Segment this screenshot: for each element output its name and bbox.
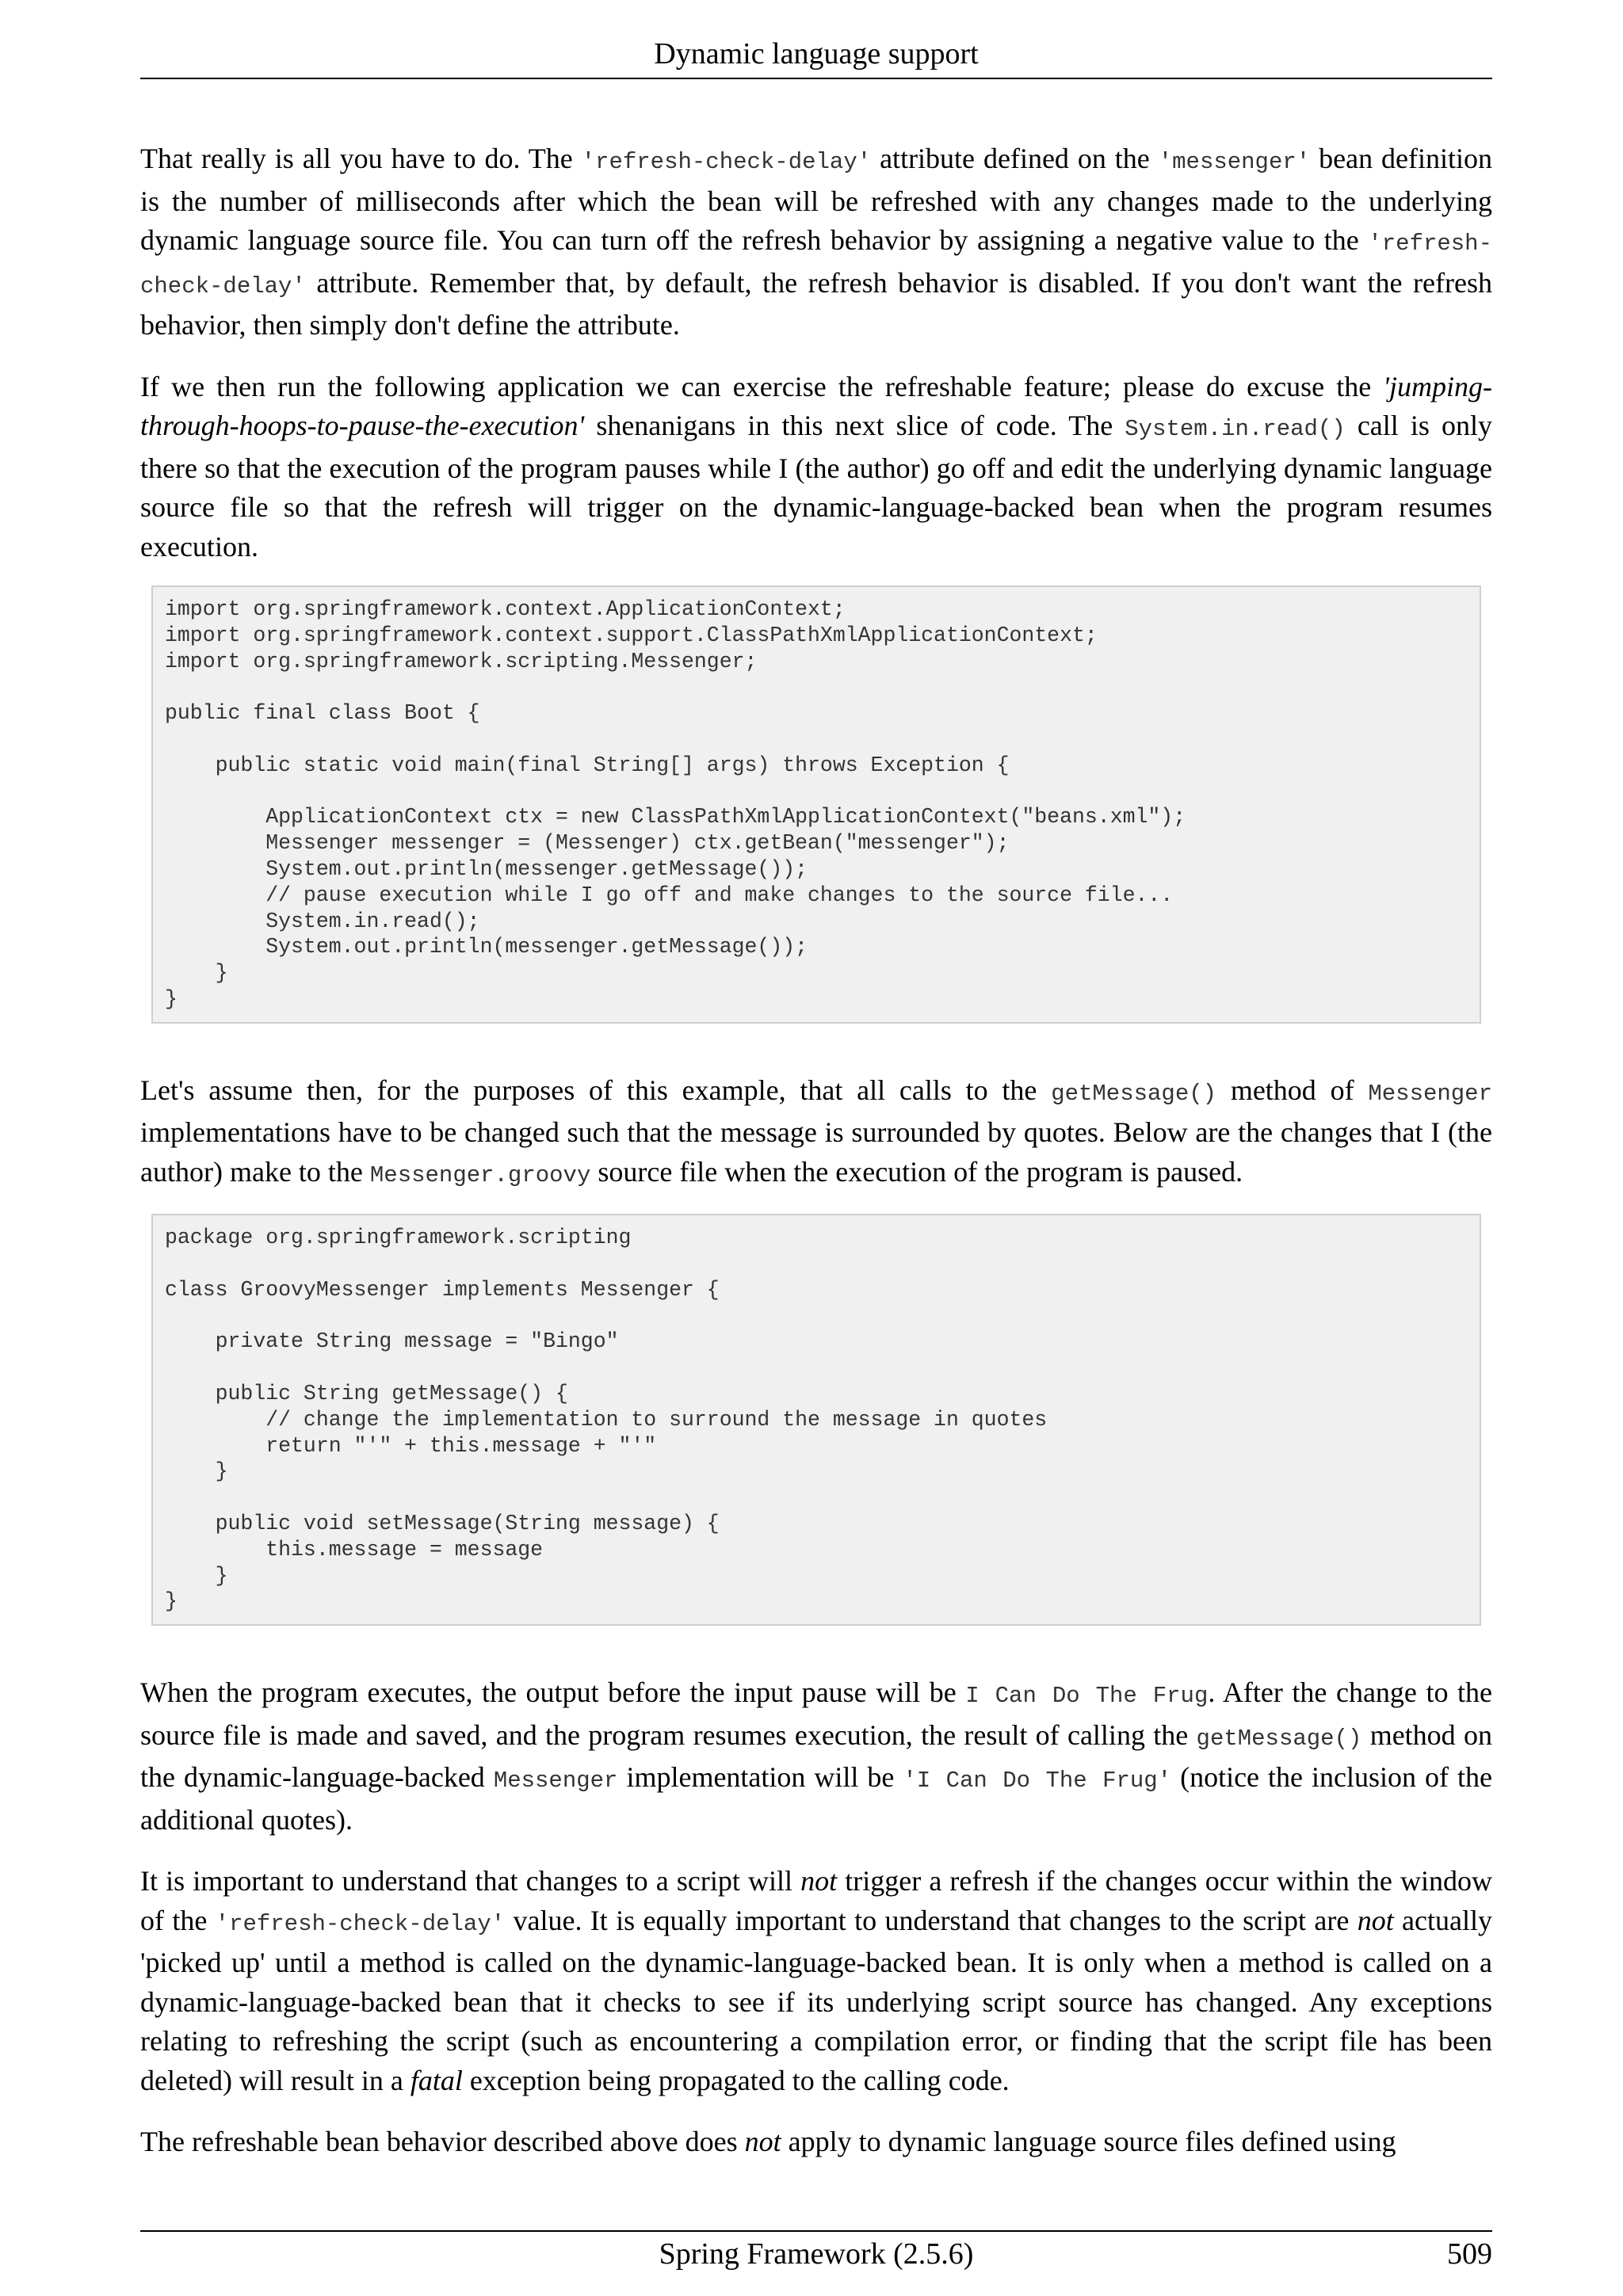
header-title: Dynamic language support [654, 37, 979, 71]
paragraph-refreshable-not-apply [140, 2122, 1492, 2162]
text-run: apply to dynamic language source files defined using [781, 2126, 1396, 2158]
text-run: call is only there so that the execution of the program pauses while I (the author) go off and edit the underlying dynamic language source file so that the refresh will trigger on the dynamic-language-backed bean when the program resumes execution. [140, 410, 1492, 563]
paragraph-assume-change [140, 1071, 1492, 1196]
emphasis-text: not [1357, 1904, 1394, 1936]
text-run: implementation will be [617, 1761, 903, 1794]
text-run: attribute. Remember that, by default, the refresh behavior is disabled. If you don't want the refresh behavior, then simply don't define the attribute. [140, 266, 1492, 341]
text-run: actually 'picked up' until a method is called on the dynamic-language-backed bean. It is only when a method is called on a dynamic-language-backed bean that it checks to see if its underlying script source has changed. Any exceptions relating to refreshing the script (such as encountering a compilation error, or finding that the script file has been deleted) will result in a [140, 1904, 1492, 2096]
text-run: Let's assume then, for the purposes of this example, that all calls to the [140, 1074, 1052, 1106]
emphasis-text: not [744, 2126, 781, 2158]
page-number: 509 [1447, 2237, 1492, 2271]
inline-code: 'refresh-check-delay' [140, 231, 1492, 299]
text-run: source file when the execution of the program is paused. [590, 1155, 1243, 1188]
paragraph-program-output [140, 1673, 1492, 1840]
text-run: value. It is equally important to understand that changes to the script are [505, 1904, 1358, 1936]
inline-code: System.in.read() [1125, 416, 1346, 442]
inline-code: Messenger [493, 1768, 618, 1794]
text-run: exception being propagated to the calling code. [462, 2064, 1010, 2096]
code-block-groovy-messenger: package org.springframework.scripting class GroovyMessenger implements Messenger { private String message = "Bingo" public String getMessage() { // change the implementation to surround the message in quotes return "'" + this.message + "'" } public void setMessage(String message) { this.message = message } } [151, 1214, 1481, 1626]
inline-code: Messenger [1368, 1080, 1492, 1107]
inline-code: getMessage() [1051, 1080, 1217, 1107]
text-run: shenanigans in this next slice of code. The [584, 410, 1125, 441]
text-run: bean definition is the number of milliseconds after which the bean will be refreshed with any changes made to the underlying dynamic language source file. You can turn off the refresh behavior by assigning a negative value to the [140, 143, 1492, 256]
footer-title: Spring Framework (2.5.6) [659, 2237, 974, 2271]
paragraph-run-application [140, 368, 1492, 567]
text-run: trigger a refresh if the changes occur within the window of the [140, 1865, 1492, 1936]
emphasis-text: fatal [410, 2064, 463, 2096]
inline-code: 'I Can Do The Frug' [903, 1768, 1172, 1794]
page-content [140, 139, 1492, 2162]
inline-code: 'messenger' [1158, 149, 1311, 175]
text-run: The refreshable bean behavior described above does [140, 2126, 745, 2158]
text-run: It is important to understand that changes to a script will [140, 1865, 801, 1897]
text-run: . After the change to the source file is made and saved, and the program resumes execution, the result of calling the [140, 1676, 1492, 1751]
text-run: When the program executes, the output before the input pause will be [140, 1676, 966, 1709]
inline-code: Messenger.groovy [369, 1161, 591, 1188]
paragraph-important-refresh [140, 1862, 1492, 2100]
inline-code: 'refresh-check-delay' [215, 1910, 506, 1937]
inline-code: 'refresh-check-delay' [581, 149, 872, 175]
paragraph-refresh-delay [140, 139, 1492, 345]
text-run: attribute defined on the [871, 143, 1159, 174]
text-run: That really is all you have to do. The [140, 143, 582, 174]
inline-code: I Can Do The Frug [965, 1683, 1209, 1710]
inline-code: getMessage() [1196, 1725, 1362, 1752]
text-run: (notice the inclusion of the additional quotes). [140, 1761, 1492, 1836]
text-run: method on the dynamic-language-backed [140, 1718, 1492, 1794]
text-run: implementations have to be changed such that the message is surrounded by quotes. Below are the changes that I (the author) make to the [140, 1116, 1492, 1188]
emphasis-text: not [800, 1865, 838, 1897]
page-footer [140, 2230, 1492, 2271]
text-run: If we then run the following application we can exercise the refreshable feature; please do excuse the [140, 370, 1384, 402]
text-run: method of [1216, 1074, 1369, 1106]
page-header [140, 35, 1492, 79]
code-block-boot-java: import org.springframework.context.ApplicationContext; import org.springframework.context.support.ClassPathXmlApplicationContext; import org.springframework.scripting.Messenger; public final class Boot { public static void main(final String[] args) throws Exception { ApplicationContext ctx = new ClassPathXmlApplicationContext("beans.xml"); Messenger messenger = (Messenger) ctx.getBean("messenger"); System.out.println(messenger.getMessage()); // pause execution while I go off and make changes to the source file... System.in.read(); System.out.println(messenger.getMessage()); } } [151, 585, 1481, 1024]
emphasis-text: 'jumping-through-hoops-to-pause-the-execution' [140, 370, 1492, 441]
